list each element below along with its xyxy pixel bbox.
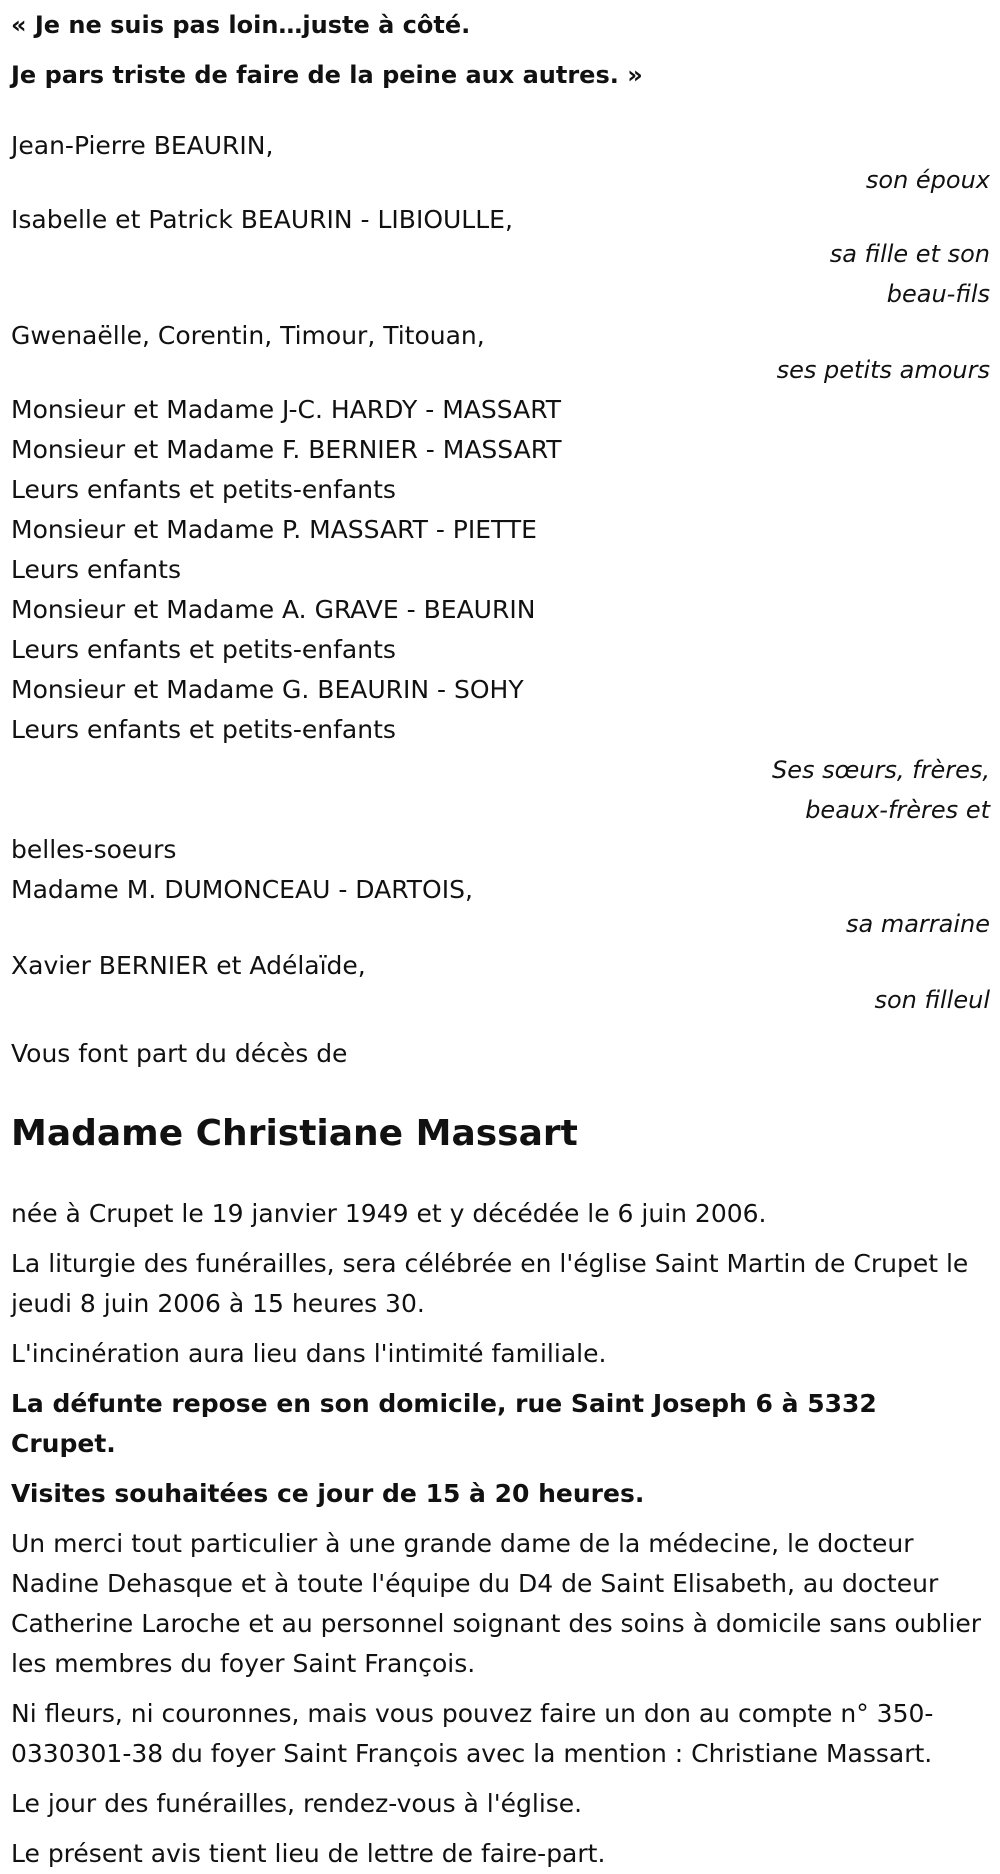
announcement-line: Vous font part du décès de — [11, 1039, 348, 1068]
quote-line-1: « Je ne suis pas loin…juste à côté. — [11, 11, 471, 39]
sibling-line: Leurs enfants — [11, 555, 181, 584]
daughter-name: Isabelle et Patrick BEAURIN - LIBIOULLE, — [11, 205, 513, 234]
sibling-line: Leurs enfants et petits-enfants — [11, 475, 396, 504]
family-siblings — [11, 390, 990, 870]
godson-name: Xavier BERNIER et Adélaïde, — [11, 951, 366, 980]
family-spouse — [11, 126, 990, 200]
godmother-name: Madame M. DUMONCEAU - DARTOIS, — [11, 875, 473, 904]
sibling-line: Leurs enfants et petits-enfants — [11, 635, 396, 664]
sibling-line: Monsieur et Madame J-C. HARDY - MASSART — [11, 395, 562, 424]
daughter-role-line-2: beau-fils — [886, 280, 990, 308]
sibling-line: Monsieur et Madame G. BEAURIN - SOHY — [11, 675, 524, 704]
sibling-line: Leurs enfants et petits-enfants — [11, 715, 396, 744]
family-grandchildren — [11, 316, 990, 390]
thanks-paragraph: Un merci tout particulier à une grande dame de la médecine, le docteur Nadine Dehasque et à toute l'équipe du D4 de Saint Elisabeth, au docteur Catherine Laroche et au personnel soignant des soins à domicile sans oublier les membres du foyer Saint François. — [11, 1529, 982, 1678]
sibling-line: Monsieur et Madame P. MASSART - PIETTE — [11, 515, 537, 544]
family-list — [11, 126, 990, 1020]
family-godson — [11, 946, 990, 1020]
birth-death-paragraph: née à Crupet le 19 janvier 1949 et y décédée le 6 juin 2006. — [11, 1199, 767, 1228]
family-daughter — [11, 200, 990, 314]
siblings-role-line-2: beaux-frères et — [805, 796, 990, 824]
rest-location-paragraph: La défunte repose en son domicile, rue Saint Joseph 6 à 5332 Crupet. — [11, 1389, 877, 1458]
sibling-line: Monsieur et Madame A. GRAVE - BEAURIN — [11, 595, 536, 624]
notice-paragraph: Le présent avis tient lieu de lettre de faire-part. — [11, 1839, 606, 1868]
donation-paragraph: Ni fleurs, ni couronnes, mais vous pouvez faire un don au compte n° 350-0330301-38 du foyer Saint François avec la mention : Christiane Massart. — [11, 1699, 934, 1768]
grandchildren-name: Gwenaëlle, Corentin, Timour, Titouan, — [11, 321, 485, 350]
visits-paragraph: Visites souhaitées ce jour de 15 à 20 heures. — [11, 1479, 645, 1508]
siblings-role-line-1: Ses sœurs, frères, — [772, 756, 990, 784]
spouse-name: Jean-Pierre BEAURIN, — [11, 131, 274, 160]
quote-line-2: Je pars triste de faire de la peine aux autres. » — [11, 61, 643, 89]
spouse-role: son époux — [865, 166, 990, 194]
godson-role: son filleul — [874, 986, 990, 1014]
godmother-role: sa marraine — [845, 910, 990, 938]
siblings-continuation: belles-soeurs — [11, 835, 177, 864]
epigraph-quote — [11, 0, 990, 100]
sibling-line: Monsieur et Madame F. BERNIER - MASSART — [11, 435, 562, 464]
liturgy-paragraph: La liturgie des funérailles, sera célébrée en l'église Saint Martin de Crupet le jeudi 8 juin 2006 à 15 heures 30. — [11, 1249, 969, 1318]
deceased-name: Madame Christiane Massart — [11, 1113, 578, 1154]
grandchildren-role: ses petits amours — [776, 356, 990, 384]
meeting-paragraph: Le jour des funérailles, rendez-vous à l'église. — [11, 1789, 583, 1818]
cremation-paragraph: L'incinération aura lieu dans l'intimité familiale. — [11, 1339, 607, 1368]
family-godmother — [11, 870, 990, 944]
daughter-role-line-1: sa fille et son — [829, 240, 990, 268]
